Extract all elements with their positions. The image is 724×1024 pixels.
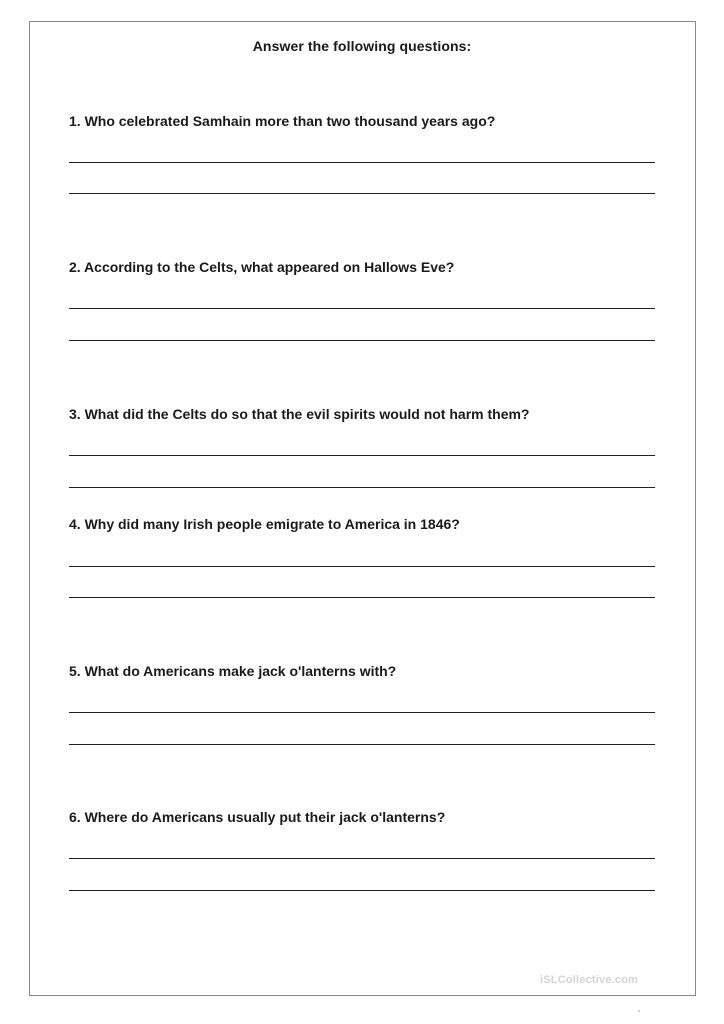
worksheet-title: Answer the following questions: bbox=[252, 38, 472, 54]
question-5: 5. What do Americans make jack o'lanterns with? bbox=[69, 663, 397, 679]
question-3: 3. What did the Celts do so that the evil spirits would not harm them? bbox=[69, 406, 530, 422]
answer-line-3b[interactable] bbox=[69, 487, 655, 488]
question-6: 6. Where do Americans usually put their jack o'lanterns? bbox=[69, 809, 446, 825]
question-4: 4. Why did many Irish people emigrate to America in 1846? bbox=[69, 516, 460, 532]
answer-line-2a[interactable] bbox=[69, 308, 655, 309]
answer-line-2b[interactable] bbox=[69, 340, 655, 341]
question-2: 2. According to the Celts, what appeared on Hallows Eve? bbox=[69, 259, 455, 275]
answer-line-5a[interactable] bbox=[69, 712, 655, 713]
answer-line-1b[interactable] bbox=[69, 193, 655, 194]
answer-line-5b[interactable] bbox=[69, 744, 655, 745]
question-1: 1. Who celebrated Samhain more than two thousand years ago? bbox=[69, 113, 496, 129]
answer-line-4b[interactable] bbox=[69, 597, 655, 598]
watermark-text: iSLCollective.com bbox=[540, 974, 639, 986]
answer-line-6b[interactable] bbox=[69, 890, 655, 891]
answer-line-4a[interactable] bbox=[69, 566, 655, 567]
answer-line-1a[interactable] bbox=[69, 162, 655, 163]
answer-line-3a[interactable] bbox=[69, 455, 655, 456]
scan-speck bbox=[638, 1010, 640, 1012]
worksheet-frame bbox=[29, 21, 696, 996]
answer-line-6a[interactable] bbox=[69, 858, 655, 859]
